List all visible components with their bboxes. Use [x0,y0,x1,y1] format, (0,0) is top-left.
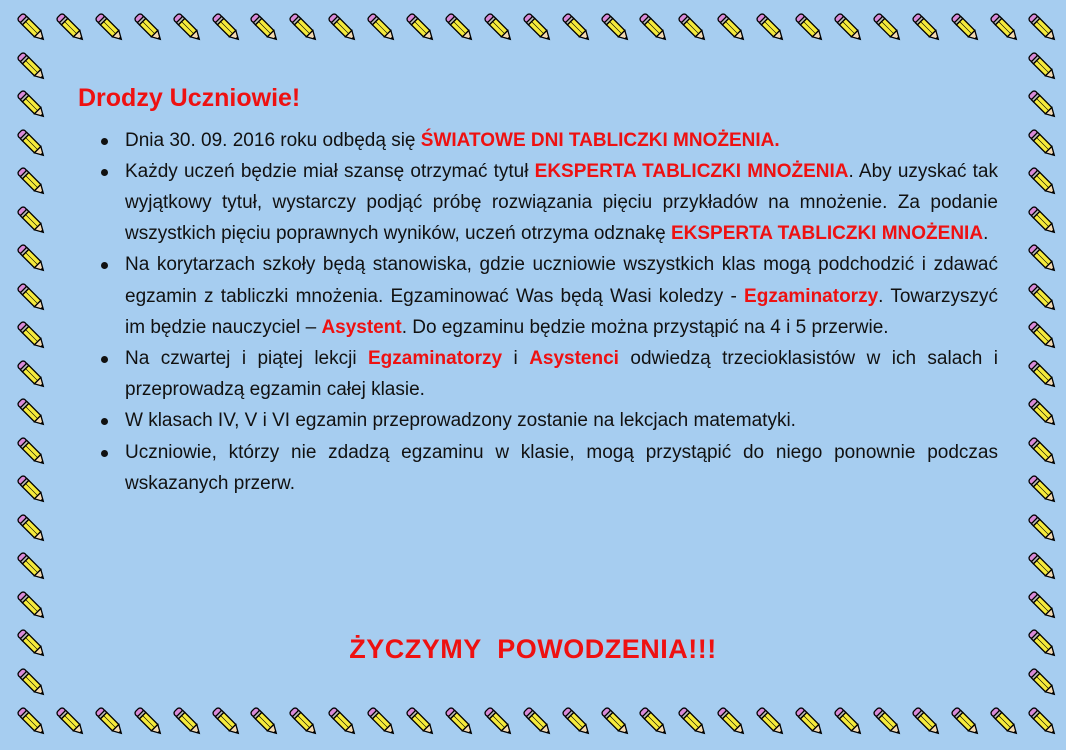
pencil-icon [92,10,128,46]
body-text: Każdy uczeń będzie miał szansę otrzymać tytuł [125,160,535,182]
pencil-icon [364,704,400,740]
pencil-icon [170,704,206,740]
pencil-icon [987,704,1023,740]
pencil-icon [14,704,50,740]
body-text: . Aby uzyskać tak wyjątkowy tytuł, wystarczy podjąć próbę rozwiązania pięciu przykładów na mnożenie. Za podanie wszystkich pięciu poprawnych wyników, uczeń otrzyma odznakę [125,160,998,245]
pencil-icon [870,10,906,46]
pencil-icon [559,10,595,46]
pencil-icon [14,164,50,200]
pencil-icon [792,10,828,46]
pencil-icon [14,665,50,701]
pencil-icon [92,704,128,740]
body-text: . Towarzyszyć im będzie nauczyciel – [125,285,998,338]
pencil-icon [14,87,50,123]
pencil-icon [14,126,50,162]
notice-content [78,82,998,499]
pencil-icon [1025,203,1061,239]
pencil-icon [14,472,50,508]
body-text: i [502,347,530,369]
highlighted-text: EKSPERTA TABLICZKI MNOŻENIA [534,160,849,182]
body-text: Dnia 30. 09. 2016 roku odbędą się [125,129,421,151]
pencil-icon [636,704,672,740]
pencil-icon [209,10,245,46]
pencil-icon [520,704,556,740]
pencil-icon [1025,665,1061,701]
highlighted-text: Egzaminatorzy [744,285,879,307]
pencil-icon [286,704,322,740]
pencil-icon [247,704,283,740]
list-item [125,405,998,436]
pencil-icon [325,704,361,740]
pencil-icon [14,10,50,46]
pencil-icon [909,704,945,740]
pencil-icon [1025,164,1061,200]
pencil-icon [1025,10,1061,46]
pencil-icon [247,10,283,46]
pencil-icon [442,704,478,740]
list-item [125,437,998,499]
pencil-icon [1025,49,1061,85]
notice-list [78,125,998,499]
list-item [125,125,998,156]
pencil-icon [675,704,711,740]
body-text: odwiedzą trzecioklasistów w ich salach i przeprowadzą egzamin całej klasie. [125,347,999,401]
pencil-icon [909,10,945,46]
closing-message: ŻYCZYMY POWODZENIA!!! [349,634,717,664]
pencil-icon [831,704,867,740]
pencil-icon [14,203,50,239]
pencil-icon [403,10,439,46]
pencil-icon [1025,318,1061,354]
pencil-icon [870,704,906,740]
pencil-icon [1025,588,1061,624]
pencil-icon [753,10,789,46]
pencil-icon [1025,434,1061,470]
pencil-icon [481,704,517,740]
pencil-icon [1025,87,1061,123]
pencil-icon [636,10,672,46]
pencil-icon [131,10,167,46]
pencil-icon [1025,126,1061,162]
pencil-icon [481,10,517,46]
body-text: W klasach IV, V i VI egzamin przeprowadzony zostanie na lekcjach matematyki. [125,410,796,432]
pencil-icon [14,318,50,354]
pencil-icon [14,434,50,470]
pencil-icon [714,704,750,740]
page-title: Drodzy Uczniowie! [78,84,301,112]
highlighted-text: EKSPERTA TABLICZKI MNOŻENIA [670,223,984,245]
pencil-icon [53,10,89,46]
pencil-icon [403,704,439,740]
pencil-icon [209,704,245,740]
pencil-icon [1025,472,1061,508]
body-text: Na korytarzach szkoły będą stanowiska, gdzie uczniowie wszystkich klas mogą podchodzić i zdawać egzamin z tabliczki mnożenia. Egzaminować Was będą Wasi koledzy - [125,254,998,307]
pencil-icon [364,10,400,46]
pencil-icon [520,10,556,46]
pencil-icon [987,10,1023,46]
highlighted-text: ŚWIATOWE DNI TABLICZKI MNOŻENIA. [420,129,780,151]
highlighted-text: Asystent [321,316,402,338]
pencil-icon [675,10,711,46]
pencil-icon [714,10,750,46]
pencil-icon [1025,704,1061,740]
pencil-icon [598,10,634,46]
pencil-icon [1025,395,1061,431]
pencil-icon [170,10,206,46]
pencil-icon [14,241,50,277]
pencil-icon [14,588,50,624]
pencil-icon [1025,241,1061,277]
pencil-icon [598,704,634,740]
list-item [125,156,998,250]
pencil-icon [442,10,478,46]
pencil-icon [53,704,89,740]
pencil-icon [1025,549,1061,585]
highlighted-text: Asystenci [529,347,619,369]
pencil-icon [1025,357,1061,393]
pencil-icon [14,549,50,585]
pencil-icon [948,10,984,46]
body-text: Uczniowie, którzy nie zdadzą egzaminu w klasie, mogą przystąpić do niego ponownie podczas wskazanych przerw. [125,441,998,494]
pencil-icon [831,10,867,46]
list-item [125,343,998,405]
pencil-icon [792,704,828,740]
pencil-icon [14,49,50,85]
pencil-icon [286,10,322,46]
body-text: . Do egzaminu będzie można przystąpić na 4 i 5 przerwie. [401,316,889,338]
pencil-icon [14,511,50,547]
pencil-icon [325,10,361,46]
pencil-icon [753,704,789,740]
pencil-icon [1025,511,1061,547]
body-text: . [983,223,989,245]
body-text: Na czwartej i piątej lekcji [125,347,368,369]
pencil-icon [559,704,595,740]
highlighted-text: Egzaminatorzy [368,347,503,369]
pencil-icon [14,357,50,393]
pencil-icon [1025,280,1061,316]
pencil-icon [131,704,167,740]
pencil-icon [14,280,50,316]
pencil-icon [14,395,50,431]
pencil-icon [948,704,984,740]
list-item [125,249,998,343]
